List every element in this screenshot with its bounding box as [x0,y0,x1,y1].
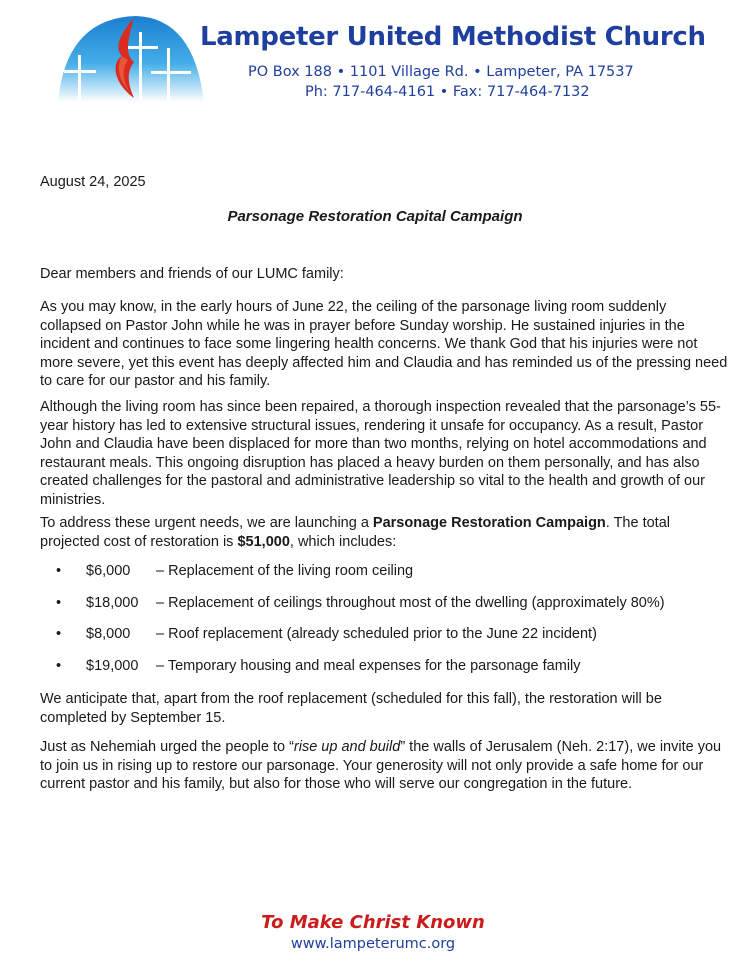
campaign-name: Parsonage Restoration Campaign [372,515,606,531]
text-span: Just as Nehemiah urged the people to “ [40,739,294,755]
cross-and-flame-logo-icon [56,10,206,102]
paragraph-displacement: Although the living room has since been repaired, a thorough inspection revealed that the parsonage’s 55-year history has led to extensive structural issues, rendering it unsafe for occupancy. As a result, Pastor John and Claudia have been displaced for more than two months, relying on hotel accommodations and restaurant meals. This ongoing disruption has placed a heavy burden on them personally, and has also created challenges for the pastoral and administrative leadership so vital to the health and growth of our ministries. [40,399,721,508]
item-description: – Temporary housing and meal expenses for the parsonage family [156,657,581,674]
footer-website-link[interactable]: www.lampeterumc.org [290,936,456,952]
item-description: – Replacement of the living room ceiling [156,563,414,579]
bullet-icon: • [56,657,62,674]
church-name: Lampeter United Methodist Church [200,22,706,52]
item-amount: $6,000 [86,563,131,579]
item-amount: $19,000 [86,657,139,674]
letterhead [0,0,746,110]
list-item [40,595,730,627]
letter-date: August 24, 2025 [40,174,146,190]
footer-tagline: To Make Christ Known [261,912,485,933]
church-address: PO Box 188 • 1101 Village Rd. • Lampeter, PA 17537 [248,64,634,80]
total-cost: $51,000 [237,533,290,550]
bullet-icon: • [56,563,62,579]
scripture-quote: rise up and build [293,739,401,755]
text-span: To address these urgent needs, we are launching a [40,515,373,531]
text-span: ” the walls of Jerusalem (Neh. 2:17), we invite you to join us in rising up to restore our parsonage. Your generosity will not only provide a safe home for our current pastor and his family, but also for those who will serve our congregation in the future. [40,739,722,793]
salutation: Dear members and friends of our LUMC family: [40,266,344,282]
bullet-icon: • [56,626,62,642]
letter-title [0,208,746,225]
paragraph-timeline: We anticipate that, apart from the roof replacement (scheduled for this fall), the restoration will be completed by September 15. [40,691,662,726]
item-amount: $8,000 [86,626,131,642]
paragraph-campaign [40,514,730,551]
cost-breakdown-list [40,563,730,689]
item-description: – Replacement of ceilings throughout most of the dwelling (approximately 80%) [156,594,665,611]
list-item [40,658,730,690]
text-span: . The total projected cost of restoration is [40,515,670,550]
list-item [40,626,730,658]
bullet-icon: • [56,594,62,611]
item-description: – Roof replacement (already scheduled prior to the June 22 incident) [156,626,597,642]
list-item [40,563,730,595]
letter-title-text: Parsonage Restoration Capital Campaign [227,208,523,225]
paragraph-incident: As you may know, in the early hours of June 22, the ceiling of the parsonage living room suddenly collapsed on Pastor John while he was in prayer before Sunday worship. He sustained injuries in the incident and continues to face some lingering health concerns. We thank God that his injuries were not more severe, yet this event has deeply affected him and Claudia and has reminded us of the pressing need to care for our pastor and his family. [40,299,728,390]
paragraph-appeal [40,738,730,794]
church-phone-fax: Ph: 717-464-4161 • Fax: 717-464-7132 [305,84,590,100]
item-amount: $18,000 [86,594,139,611]
text-span: , which includes: [289,533,397,550]
